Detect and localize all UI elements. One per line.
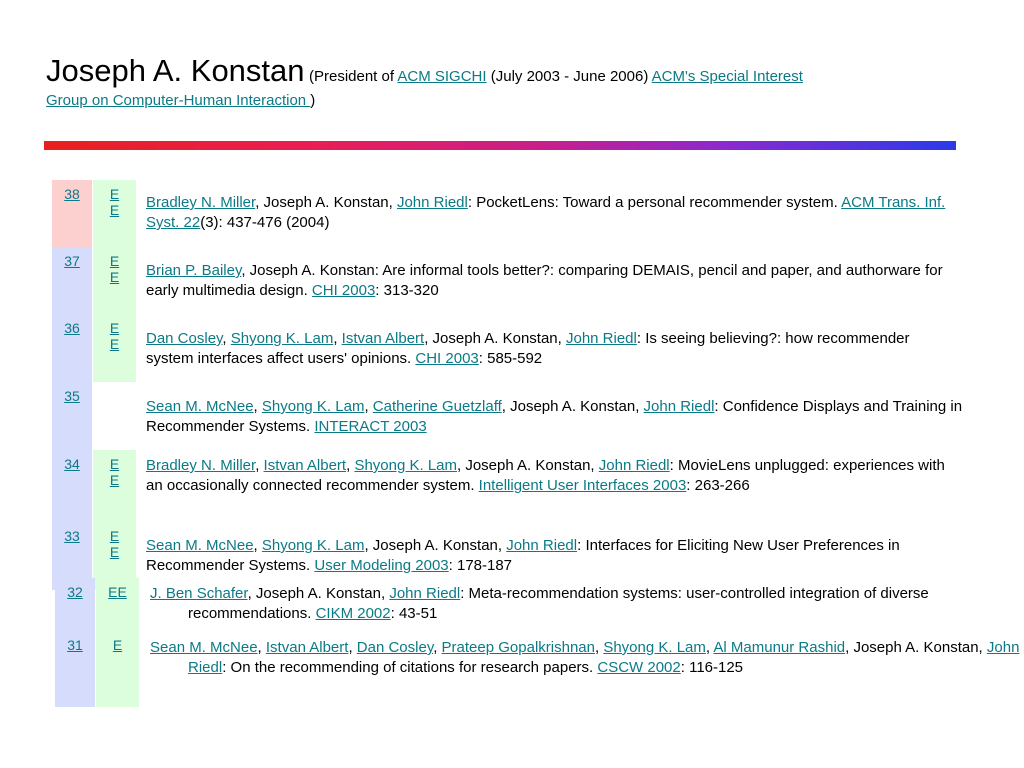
citation-text: , xyxy=(257,639,266,656)
electronic-edition-link[interactable]: E xyxy=(109,472,120,488)
electronic-edition-cell xyxy=(96,578,139,631)
citation-text: , xyxy=(364,398,373,415)
publication-entry xyxy=(150,638,1024,678)
entry-number-link[interactable]: 33 xyxy=(64,528,80,544)
citation-text: , xyxy=(253,398,262,415)
citation-link[interactable]: CIKM 2002 xyxy=(315,605,391,622)
citation-link[interactable]: Dan Cosley xyxy=(146,330,223,347)
electronic-edition-link[interactable]: E xyxy=(109,253,120,269)
citation-link[interactable]: Prateep Gopalkrishnan xyxy=(441,639,595,656)
citation-link[interactable]: John Riedl xyxy=(389,585,461,602)
citation-link[interactable]: John Riedl xyxy=(643,398,715,415)
electronic-edition-cell xyxy=(93,314,136,382)
publication-entry xyxy=(146,329,946,369)
publication-entry xyxy=(146,193,946,233)
electronic-edition-cell xyxy=(96,631,139,707)
citation-text: : 43-51 xyxy=(390,605,438,622)
author-name: Joseph A. Konstan xyxy=(46,53,305,88)
citation-link[interactable]: Bradley N. Miller xyxy=(146,457,256,474)
electronic-edition-link[interactable]: E xyxy=(109,202,120,218)
citation-link[interactable]: Shyong K. Lam xyxy=(230,330,334,347)
citation-text: , xyxy=(348,639,357,656)
citation-text: , xyxy=(433,639,442,656)
publication-entry xyxy=(150,584,1018,624)
citation-link[interactable]: Sean M. McNee xyxy=(150,639,258,656)
entry-number-cell xyxy=(52,382,92,450)
entry-number-cell xyxy=(52,450,92,522)
subtitle: (President of ACM SIGCHI (July 2003 - June 2006) ACM's Special Interest Group on Computer-Human Interaction ) xyxy=(46,68,803,109)
citation-text: , Joseph A. Konstan, xyxy=(255,194,397,211)
citation-link[interactable]: J. Ben Schafer xyxy=(150,585,248,602)
citation-link[interactable]: INTERACT 2003 xyxy=(314,418,427,435)
citation-link[interactable]: CSCW 2002 xyxy=(597,659,681,676)
entry-number-link[interactable]: 31 xyxy=(67,637,83,653)
citation-text: , Joseph A. Konstan, xyxy=(457,457,599,474)
publication-entry xyxy=(146,261,946,301)
citation-link[interactable]: Bradley N. Miller xyxy=(146,194,256,211)
publication-entry xyxy=(146,397,966,437)
citation-text: , xyxy=(594,639,604,656)
citation-link[interactable]: CHI 2003 xyxy=(415,350,479,367)
citation-link[interactable]: Shyong K. Lam xyxy=(261,537,365,554)
citation-link[interactable]: John Riedl xyxy=(506,537,578,554)
citation-link[interactable]: Istvan Albert xyxy=(263,457,347,474)
electronic-edition-link[interactable]: E xyxy=(109,269,120,285)
publication-entry xyxy=(146,456,946,496)
citation-link[interactable]: Shyong K. Lam xyxy=(354,457,457,474)
entry-number-link[interactable]: 32 xyxy=(67,584,83,600)
sigchi-full-link-part1[interactable]: ACM's Special Interest xyxy=(651,68,803,85)
citation-text: : MovieLens unplugged: experiences with an occasionally connected recommender system. xyxy=(146,457,945,494)
entry-number-link[interactable]: 38 xyxy=(64,186,80,202)
electronic-edition-link[interactable]: E xyxy=(109,336,120,352)
citation-text: : Meta-recommendation systems: user-controlled integration of diverse recommendations. xyxy=(188,585,929,622)
citation-link[interactable]: Dan Cosley xyxy=(356,639,434,656)
citation-link[interactable]: John Riedl xyxy=(396,194,468,211)
citation-link[interactable]: John Riedl xyxy=(598,457,670,474)
citation-text: , Joseph A. Konstan, xyxy=(247,585,390,602)
citation-link[interactable]: Al Mamunur Rashid xyxy=(713,639,846,656)
citation-text: : Confidence Displays and Training in Recommender Systems. xyxy=(146,398,963,435)
page-title xyxy=(46,52,976,112)
citation-text: : Is seeing believing?: how recommender system interfaces affect users' opinions. xyxy=(146,330,910,367)
citation-text: , Joseph A. Konstan, xyxy=(845,639,987,656)
electronic-edition-link[interactable]: E xyxy=(109,528,120,544)
acm-sigchi-link[interactable]: ACM SIGCHI xyxy=(397,68,487,85)
citation-link[interactable]: Istvan Albert xyxy=(341,330,425,347)
entry-number-cell xyxy=(52,314,92,382)
entry-number-cell xyxy=(52,247,92,314)
citation-text: (3): 437-476 (2004) xyxy=(200,214,330,231)
citation-link[interactable]: User Modeling 2003 xyxy=(314,557,449,574)
electronic-edition-link[interactable]: E xyxy=(109,456,120,472)
electronic-edition-cell xyxy=(93,180,136,247)
citation-text: : PocketLens: Toward a personal recommender system. xyxy=(467,194,842,211)
citation-link[interactable]: Brian P. Bailey xyxy=(146,262,242,279)
electronic-edition-cell xyxy=(93,450,136,522)
citation-text: : On the recommending of citations for research papers. xyxy=(222,659,598,676)
citation-text: : 585-592 xyxy=(478,350,543,367)
entry-number-link[interactable]: 34 xyxy=(64,456,80,472)
citation-text: , xyxy=(333,330,342,347)
citation-text: , Joseph A. Konstan, xyxy=(364,537,507,554)
citation-link[interactable]: John Riedl xyxy=(188,639,1020,676)
entry-number-link[interactable]: 37 xyxy=(64,253,80,269)
electronic-edition-link[interactable]: E xyxy=(109,544,120,560)
citation-link[interactable]: Intelligent User Interfaces 2003 xyxy=(478,477,687,494)
gradient-divider xyxy=(44,141,956,150)
citation-text: : 263-266 xyxy=(686,477,750,494)
publication-entry xyxy=(146,536,946,576)
citation-link[interactable]: Shyong K. Lam xyxy=(261,398,365,415)
electronic-edition-link[interactable]: E xyxy=(109,320,120,336)
citation-text: , xyxy=(253,537,262,554)
citation-link[interactable]: Catherine Guetzlaff xyxy=(372,398,502,415)
citation-text: , Joseph A. Konstan, xyxy=(501,398,644,415)
electronic-edition-link[interactable]: E xyxy=(109,186,120,202)
entry-number-cell xyxy=(55,631,95,707)
citation-text: , Joseph A. Konstan: Are informal tools better?: comparing DEMAIS, pencil and paper, and authorware for early multimedia design. xyxy=(146,262,943,299)
entry-number-cell xyxy=(52,180,92,247)
entry-number-link[interactable]: 36 xyxy=(64,320,80,336)
citation-link[interactable]: Shyong K. Lam xyxy=(603,639,706,656)
citation-text: : 116-125 xyxy=(680,659,744,676)
citation-link[interactable]: Sean M. McNee xyxy=(146,537,254,554)
entry-number-cell xyxy=(55,578,95,631)
citation-text: : 313-320 xyxy=(375,282,439,299)
entry-number-link[interactable]: 35 xyxy=(64,388,80,404)
citation-link[interactable]: CHI 2003 xyxy=(311,282,376,299)
citation-text: , xyxy=(346,457,355,474)
electronic-edition-link[interactable]: E xyxy=(112,637,123,653)
citation-text: , xyxy=(705,639,714,656)
sigchi-full-link-part2[interactable]: Group on Computer-Human Interaction xyxy=(46,92,311,109)
citation-text: : 178-187 xyxy=(448,557,513,574)
citation-link[interactable]: Istvan Albert xyxy=(265,639,349,656)
electronic-edition-link[interactable]: EE xyxy=(108,584,127,600)
citation-text: : Interfaces for Eliciting New User Preferences in Recommender Systems. xyxy=(146,537,900,574)
citation-text: , xyxy=(222,330,231,347)
citation-text: , Joseph A. Konstan, xyxy=(424,330,566,347)
citation-link[interactable]: John Riedl xyxy=(565,330,637,347)
citation-link[interactable]: ACM Trans. Inf. Syst. 22 xyxy=(146,194,946,231)
electronic-edition-cell xyxy=(93,247,136,314)
citation-text: , xyxy=(255,457,264,474)
citation-link[interactable]: Sean M. McNee xyxy=(146,398,254,415)
